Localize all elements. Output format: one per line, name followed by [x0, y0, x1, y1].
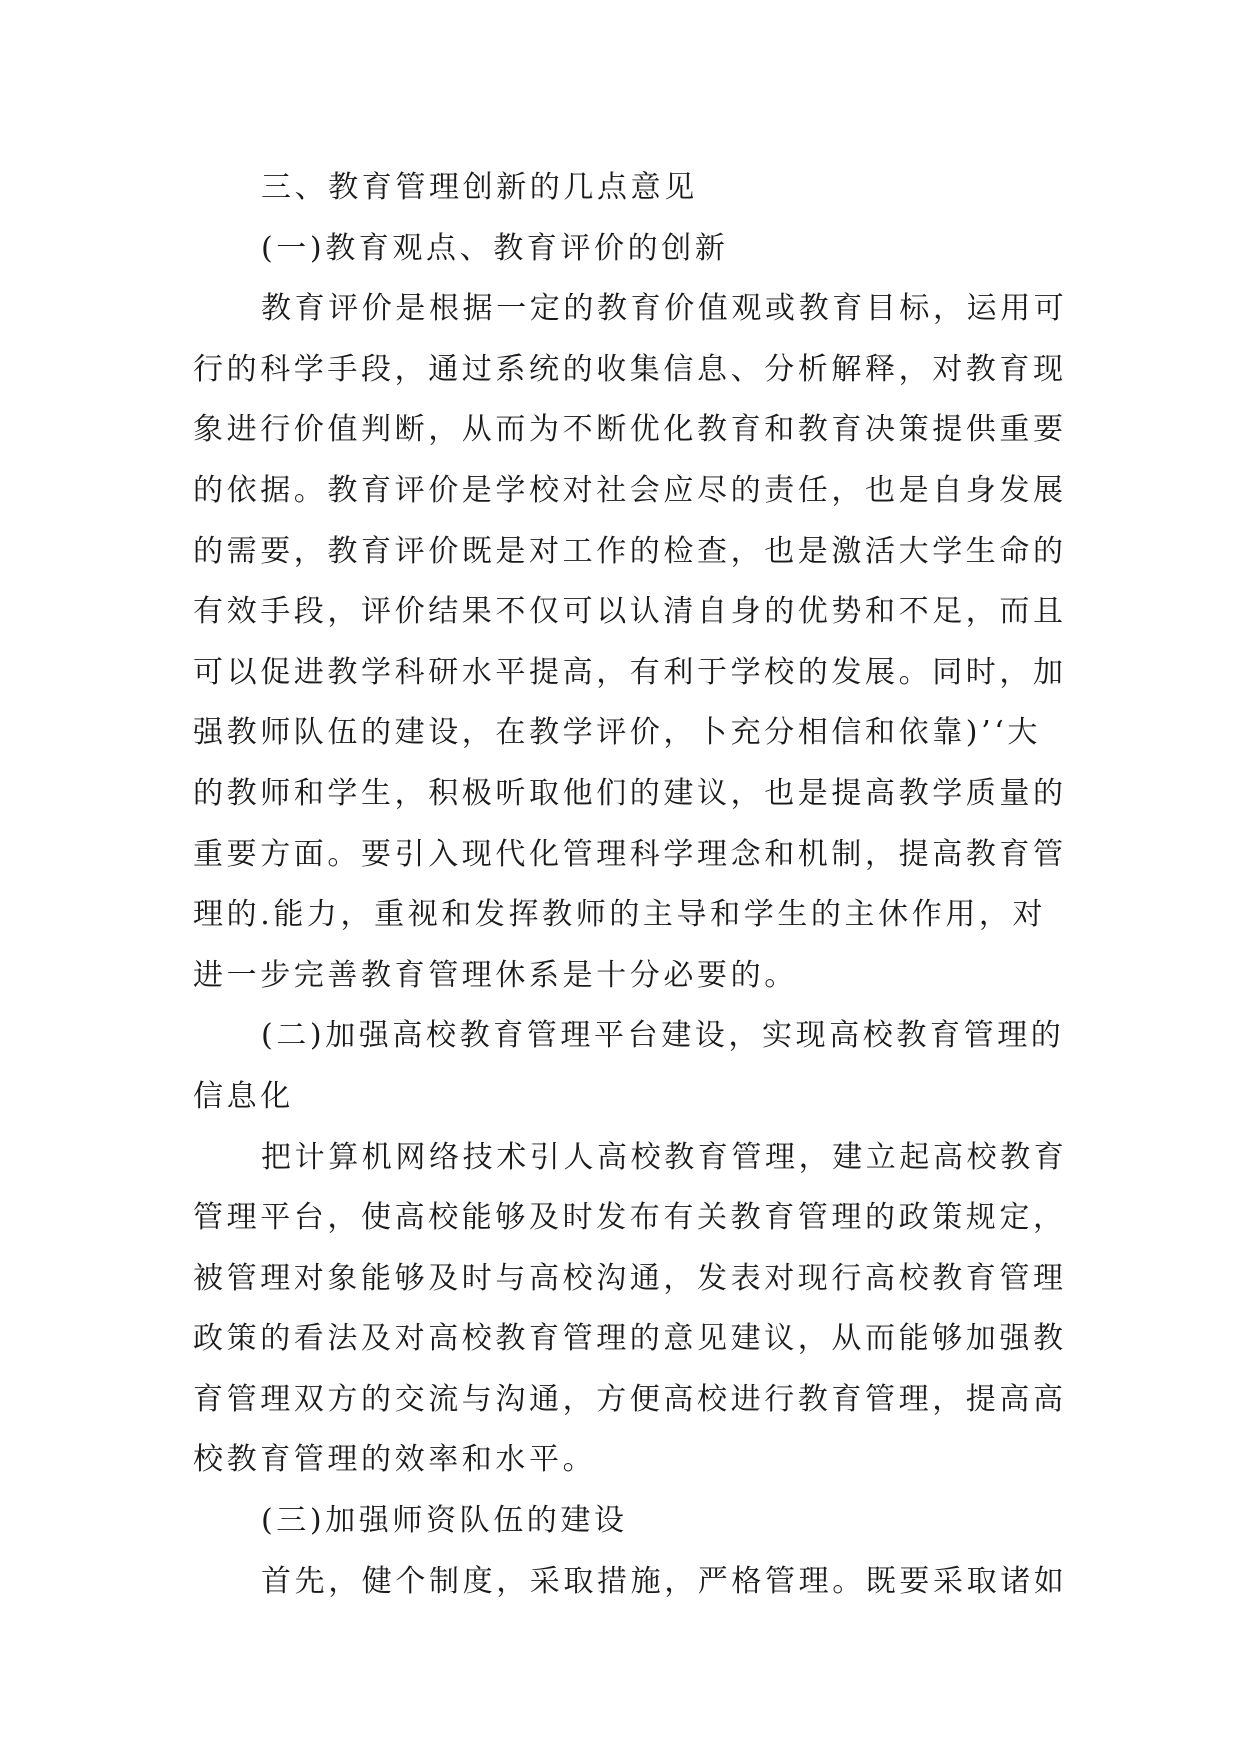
text-line: 进一步完善教育管理休系是十分必要的。: [193, 957, 798, 993]
text-line: 象进行价值判断，从而为不断优化教育和教育决策提供重要: [193, 412, 1067, 448]
text-line: 有效手段，评价结果不仅可以认清自身的优势和不足，而且: [193, 594, 1067, 630]
text-line: 三、教育管理创新的几点意见: [261, 170, 698, 205]
text-line: 重要方面。要引入现代化管理科学理念和机制，提高教育管: [193, 836, 1067, 872]
text-line: 行的科学手段，通过系统的收集信息、分析解释，对教育现: [193, 351, 1067, 387]
text-line: 政策的看法及对高校教育管理的意见建议，从而能够加强教: [193, 1321, 1067, 1357]
text-line: (二)加强高校教育管理平台建设，实现高校教育管理的: [261, 1018, 1065, 1054]
text-line: 育管理双方的交流与沟通，方便高校进行教育管理，提高高: [193, 1381, 1067, 1417]
text-line: 的依据。教育评价是学校对社会应尽的责任，也是自身发展: [193, 472, 1067, 508]
text-line: 教育评价是根据一定的教育价值观或教育目标，运用可: [261, 291, 1068, 327]
text-line: 的需要，教育评价既是对工作的检查，也是激活大学生命的: [193, 533, 1067, 569]
text-line: 的教师和学生，积极听取他们的建议，也是提高教学质量的: [193, 775, 1067, 811]
text-line: 校教育管理的效率和水平。: [193, 1442, 597, 1478]
document-body: [193, 158, 1068, 1612]
text-line: 可以促进教学科研水平提高，有利于学校的发展。同时，加: [193, 654, 1067, 690]
text-line: 理的.能力，重视和发挥教师的主导和学生的主休作用，对: [193, 897, 1047, 933]
text-line: 信息化: [193, 1078, 294, 1114]
text-line: (一)教育观点、教育评价的创新: [261, 230, 729, 266]
text-line: 管理平台，使高校能够及时发布有关教育管理的政策规定，: [193, 1200, 1067, 1236]
text-line: 被管理对象能够及时与高校沟通，发表对现行高校教育管理: [193, 1260, 1067, 1296]
text-line: (三)加强师资队伍的建设: [261, 1503, 628, 1539]
text-line: 强教师队伍的建设，在教学评价，卜充分相信和依靠)’‘大: [193, 715, 1041, 751]
text-line: 首先，健个制度，采取措施，严格管理。既要采取诸如: [261, 1563, 1068, 1599]
text-line: 把计算机网络技术引人高校教育管理，建立起高校教育: [261, 1139, 1068, 1175]
